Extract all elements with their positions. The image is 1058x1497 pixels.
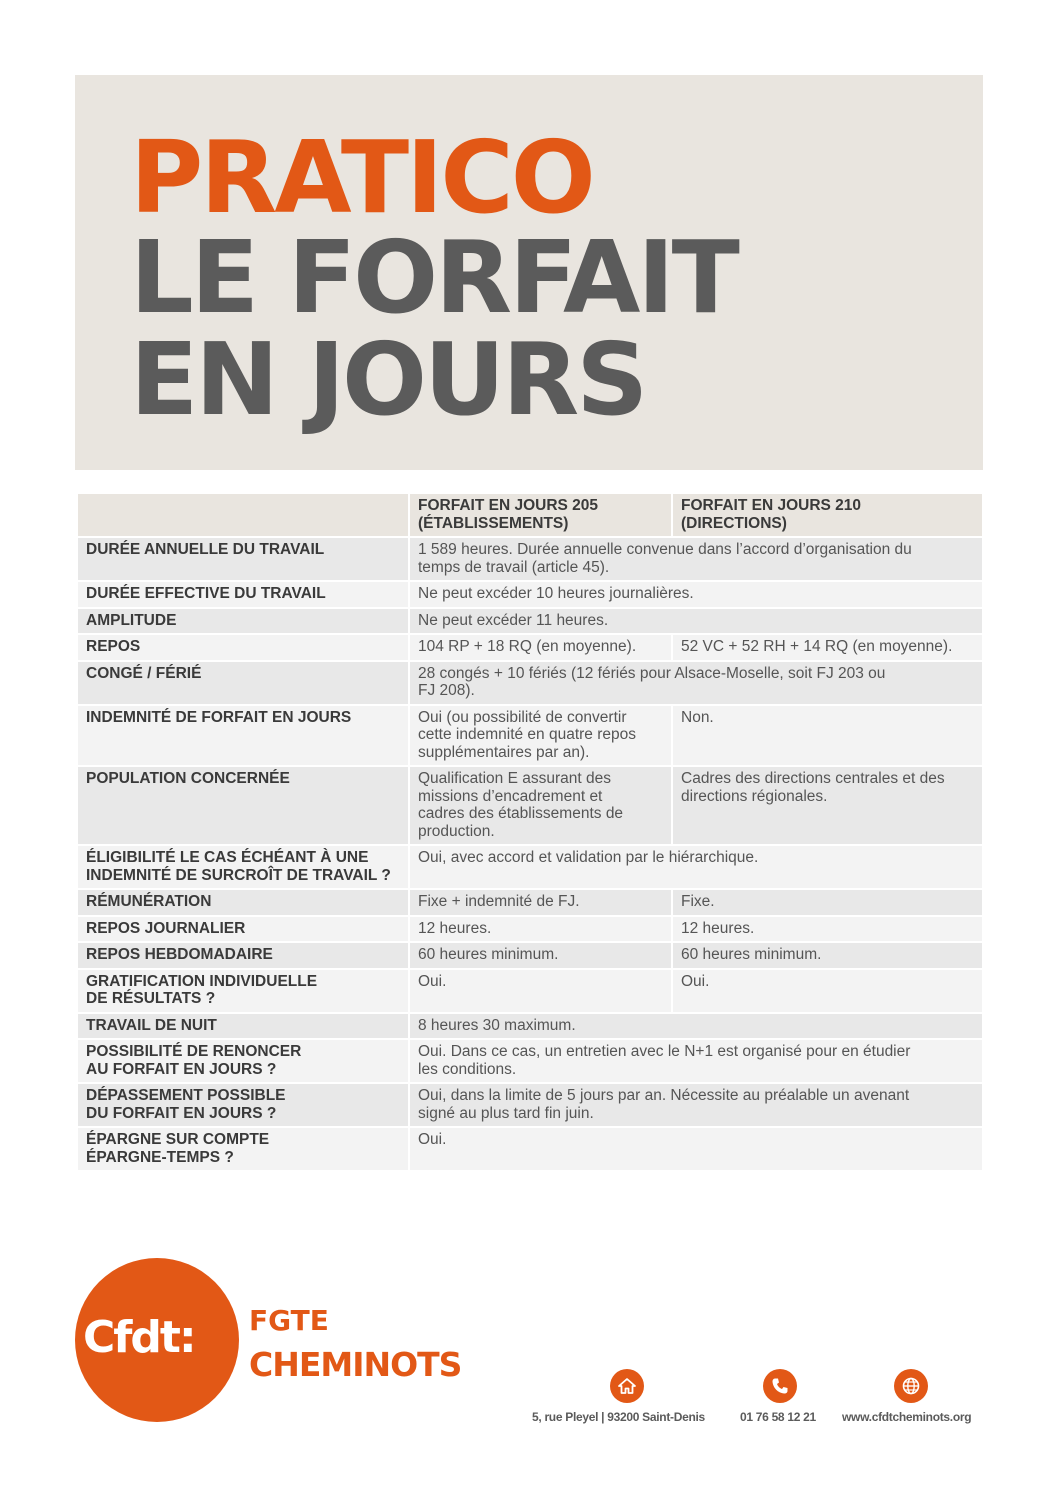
table-row xyxy=(77,634,983,661)
address-text: 5, rue Pleyel | 93200 Saint-Denis xyxy=(532,1410,705,1424)
table-row xyxy=(77,1013,983,1040)
table-row xyxy=(77,766,983,845)
row-label: DURÉE EFFECTIVE DU TRAVAIL xyxy=(77,581,409,608)
website-link[interactable]: www.cfdtcheminots.org xyxy=(842,1410,972,1424)
row-label: DÉPASSEMENT POSSIBLE DU FORFAIT EN JOURS ? xyxy=(77,1083,409,1127)
row-value-fj210: Cadres des directions centrales et des directions régionales. xyxy=(672,766,983,845)
brand-fgte: FGTE xyxy=(249,1304,329,1337)
row-value-fj205: 60 heures minimum. xyxy=(409,942,672,969)
row-label: ÉPARGNE SUR COMPTE ÉPARGNE-TEMPS ? xyxy=(77,1127,409,1171)
row-value: 8 heures 30 maximum. xyxy=(409,1013,983,1040)
row-value: Oui, avec accord et validation par le hiérarchique. xyxy=(409,845,983,889)
row-value-fj205: 104 RP + 18 RQ (en moyenne). xyxy=(409,634,672,661)
table-row xyxy=(77,581,983,608)
table-row xyxy=(77,537,983,581)
table-row xyxy=(77,661,983,705)
header-cell-empty xyxy=(77,493,409,537)
header-cell-fj205: FORFAIT EN JOURS 205 (ÉTABLISSEMENTS) xyxy=(409,493,672,537)
row-value-fj205: Oui (ou possibilité de convertir cette indemnité en quatre repos supplémentaires par an). xyxy=(409,705,672,767)
table-row xyxy=(77,1083,983,1127)
row-value: Ne peut excéder 10 heures journalières. xyxy=(409,581,983,608)
row-label: INDEMNITÉ DE FORFAIT EN JOURS xyxy=(77,705,409,767)
table-header-row xyxy=(77,493,983,537)
page-title-line1: LE FORFAIT xyxy=(130,219,737,336)
brand-cheminots: CHEMINOTS xyxy=(249,1345,462,1384)
row-value: Ne peut excéder 11 heures. xyxy=(409,608,983,635)
cfdt-logo xyxy=(75,1258,239,1422)
row-label: CONGÉ / FÉRIÉ xyxy=(77,661,409,705)
table-row xyxy=(77,1127,983,1171)
header-cell-fj210: FORFAIT EN JOURS 210 (DIRECTIONS) xyxy=(672,493,983,537)
series-title: PRATICO xyxy=(130,119,593,236)
table-row xyxy=(77,889,983,916)
row-value-fj210: Non. xyxy=(672,705,983,767)
row-label: POSSIBILITÉ DE RENONCER AU FORFAIT EN JOURS ? xyxy=(77,1039,409,1083)
row-label: POPULATION CONCERNÉE xyxy=(77,766,409,845)
table-row xyxy=(77,1039,983,1083)
phone-text: 01 76 58 12 21 xyxy=(740,1410,816,1424)
row-value-fj205: 12 heures. xyxy=(409,916,672,943)
row-value-fj210: 60 heures minimum. xyxy=(672,942,983,969)
title-banner xyxy=(75,75,983,470)
phone-icon xyxy=(763,1369,797,1403)
globe-icon xyxy=(894,1369,928,1403)
row-value-fj210: 52 VC + 52 RH + 14 RQ (en moyenne). xyxy=(672,634,983,661)
row-label: RÉMUNÉRATION xyxy=(77,889,409,916)
comparison-table xyxy=(76,492,984,1172)
home-icon xyxy=(610,1369,644,1403)
row-value-fj210: 12 heures. xyxy=(672,916,983,943)
row-value-fj210: Oui. xyxy=(672,969,983,1013)
row-label: AMPLITUDE xyxy=(77,608,409,635)
table-row xyxy=(77,845,983,889)
row-label: ÉLIGIBILITÉ LE CAS ÉCHÉANT À UNE INDEMNITÉ DE SURCROÎT DE TRAVAIL ? xyxy=(77,845,409,889)
table-row xyxy=(77,705,983,767)
row-label: TRAVAIL DE NUIT xyxy=(77,1013,409,1040)
cfdt-logo-text: Cfdt: xyxy=(83,1312,195,1363)
row-value-fj205: Fixe + indemnité de FJ. xyxy=(409,889,672,916)
table-row xyxy=(77,608,983,635)
row-value: Oui, dans la limite de 5 jours par an. Nécessite au préalable un avenant signé au plus tard fin juin. xyxy=(409,1083,983,1127)
table-row xyxy=(77,969,983,1013)
row-value: Oui. Dans ce cas, un entretien avec le N+1 est organisé pour en étudier les conditions. xyxy=(409,1039,983,1083)
row-label: GRATIFICATION INDIVIDUELLE DE RÉSULTATS ? xyxy=(77,969,409,1013)
table-row xyxy=(77,916,983,943)
row-value: 28 congés + 10 fériés (12 fériés pour Alsace-Moselle, soit FJ 203 ou FJ 208). xyxy=(409,661,983,705)
page-title-line2: EN JOURS xyxy=(130,321,646,438)
row-value-fj205: Oui. xyxy=(409,969,672,1013)
row-label: DURÉE ANNUELLE DU TRAVAIL xyxy=(77,537,409,581)
row-value-fj205: Qualification E assurant des missions d’encadrement et cadres des établissements de production. xyxy=(409,766,672,845)
row-value: Oui. xyxy=(409,1127,983,1171)
table-row xyxy=(77,942,983,969)
row-value: 1 589 heures. Durée annuelle convenue dans l’accord d’organisation du temps de travail (article 45). xyxy=(409,537,983,581)
row-label: REPOS JOURNALIER xyxy=(77,916,409,943)
row-value-fj210: Fixe. xyxy=(672,889,983,916)
row-label: REPOS HEBDOMADAIRE xyxy=(77,942,409,969)
row-label: REPOS xyxy=(77,634,409,661)
